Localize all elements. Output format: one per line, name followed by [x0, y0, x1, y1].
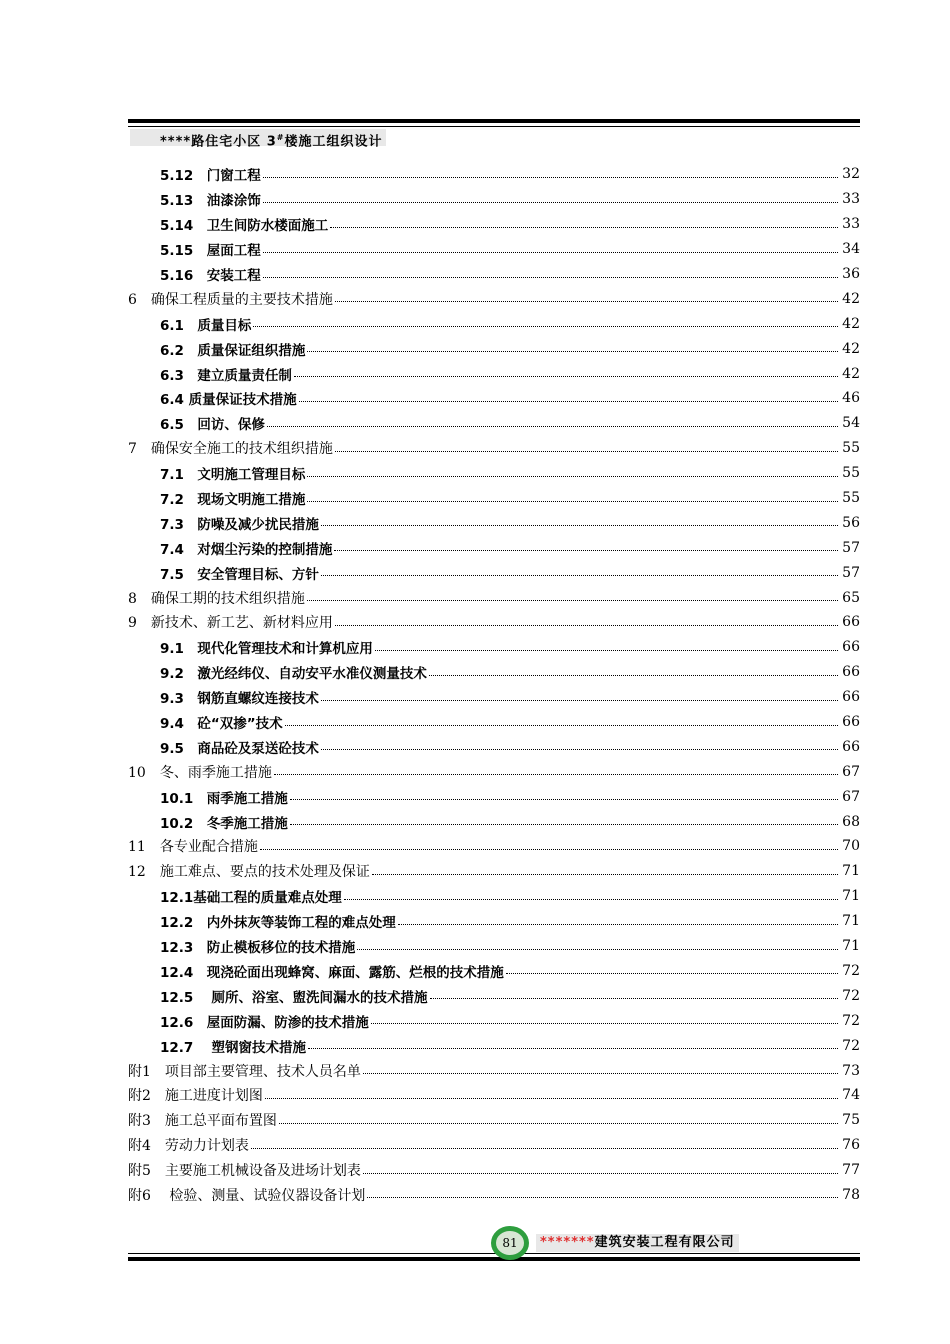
- toc-entry-page: 67: [842, 788, 860, 805]
- toc-leader-dots: [371, 1013, 838, 1024]
- toc-entry-page: 72: [842, 1012, 860, 1029]
- toc-entry[interactable]: [128, 212, 860, 237]
- toc-entry-page: 66: [842, 689, 860, 706]
- table-of-contents: [128, 162, 860, 1207]
- toc-entry-page: 75: [842, 1112, 860, 1129]
- toc-entry[interactable]: [128, 710, 860, 735]
- toc-leader-dots: [274, 764, 838, 775]
- toc-entry-page: 57: [842, 564, 860, 581]
- footer-rule-thick: [128, 1257, 860, 1261]
- toc-entry-page: 74: [842, 1087, 860, 1104]
- toc-entry-label: 5.13 油漆涂饰: [160, 193, 261, 210]
- toc-entry-page: 42: [842, 290, 860, 307]
- toc-entry-page: 76: [842, 1137, 860, 1154]
- toc-entry-page: 55: [842, 490, 860, 507]
- toc-leader-dots: [372, 864, 838, 875]
- toc-entry[interactable]: [128, 461, 860, 486]
- toc-leader-dots: [334, 540, 838, 551]
- toc-entry[interactable]: [128, 361, 860, 386]
- toc-entry-label: 6.3 建立质量责任制: [160, 367, 292, 384]
- toc-entry[interactable]: [128, 262, 860, 287]
- toc-entry-label: 9.3 钢筋直螺纹连接技术: [160, 691, 319, 708]
- header-title-prefix: ****路住宅小区 3: [160, 134, 277, 150]
- toc-entry[interactable]: [128, 784, 860, 809]
- toc-entry[interactable]: [128, 510, 860, 535]
- toc-entry[interactable]: [128, 1158, 860, 1183]
- toc-entry-page: 66: [842, 664, 860, 681]
- toc-entry-label: 6.2 质量保证组织措施: [160, 342, 306, 359]
- toc-leader-dots: [429, 665, 838, 676]
- toc-entry[interactable]: [128, 311, 860, 336]
- toc-entry-page: 32: [842, 166, 860, 183]
- toc-leader-dots: [321, 565, 838, 576]
- toc-leader-dots: [430, 988, 838, 999]
- toc-entry[interactable]: [128, 884, 860, 909]
- toc-entry[interactable]: [128, 286, 860, 311]
- toc-entry[interactable]: [128, 934, 860, 959]
- toc-entry-page: 42: [842, 315, 860, 332]
- toc-leader-dots: [308, 1038, 838, 1049]
- company-name: 建筑安装工程有限公司: [594, 1235, 735, 1250]
- toc-entry-label: 12.1基础工程的质量难点处理: [160, 890, 342, 907]
- toc-entry-label: 6.5 回访、保修: [160, 417, 265, 434]
- toc-entry-label: 12.6 屋面防漏、防渗的技术措施: [160, 1014, 369, 1031]
- toc-leader-dots: [357, 939, 838, 950]
- toc-entry-label: 9.5 商品砼及泵送砼技术: [160, 740, 319, 757]
- toc-leader-dots: [363, 1163, 838, 1174]
- toc-leader-dots: [307, 466, 838, 477]
- toc-entry[interactable]: [128, 610, 860, 635]
- toc-leader-dots: [321, 739, 838, 750]
- toc-entry-page: 57: [842, 539, 860, 556]
- toc-entry-label: 7 确保安全施工的技术组织措施: [128, 441, 333, 458]
- toc-entry[interactable]: [128, 162, 860, 187]
- toc-entry-label: 5.16 安装工程: [160, 268, 261, 284]
- toc-entry-page: 56: [842, 514, 860, 531]
- header-rule-thin: [128, 126, 860, 127]
- toc-entry-page: 42: [842, 340, 860, 357]
- toc-leader-dots: [290, 814, 838, 825]
- document-header-title: [130, 129, 386, 150]
- toc-entry-page: 67: [842, 763, 860, 780]
- toc-entry-page: 71: [842, 913, 860, 930]
- toc-entry-page: 66: [842, 738, 860, 755]
- toc-entry-label: 6.4 质量保证技术措施: [160, 392, 297, 409]
- company-stars: *******: [540, 1235, 595, 1250]
- toc-entry-page: 66: [842, 639, 860, 656]
- toc-entry-label: 7.2 现场文明施工措施: [160, 492, 306, 509]
- toc-entry-label: 12.2 内外抹灰等装饰工程的难点处理: [160, 915, 396, 932]
- toc-entry[interactable]: [128, 660, 860, 685]
- toc-entry[interactable]: [128, 336, 860, 361]
- toc-entry-label: 附3 施工总平面布置图: [128, 1113, 277, 1130]
- toc-entry-label: 5.12 门窗工程: [160, 168, 261, 185]
- toc-entry[interactable]: [128, 635, 860, 660]
- toc-entry-page: 34: [842, 241, 860, 258]
- toc-leader-dots: [375, 640, 838, 651]
- toc-entry[interactable]: [128, 685, 860, 710]
- toc-entry[interactable]: [128, 1008, 860, 1033]
- toc-entry-page: 33: [842, 191, 860, 208]
- toc-entry[interactable]: [128, 237, 860, 262]
- toc-entry[interactable]: [128, 1183, 860, 1208]
- toc-leader-dots: [506, 963, 838, 974]
- toc-entry-page: 66: [842, 614, 860, 631]
- toc-entry-page: 72: [842, 1037, 860, 1054]
- toc-entry[interactable]: [128, 809, 860, 834]
- toc-entry-page: 46: [842, 390, 860, 407]
- toc-entry-label: 6.1 质量目标: [160, 317, 252, 334]
- toc-entry-label: 附6 检验、测量、试验仪器设备计划: [128, 1187, 366, 1204]
- toc-entry[interactable]: [128, 560, 860, 585]
- toc-entry-label: 10.2 冬季施工措施: [160, 815, 288, 832]
- toc-entry-label: 12.7 塑钢窗技术措施: [160, 1039, 307, 1056]
- toc-entry-label: 7.1 文明施工管理目标: [160, 467, 306, 484]
- toc-leader-dots: [251, 1138, 838, 1149]
- toc-entry-page: 78: [842, 1186, 860, 1203]
- toc-entry-label: 5.14 卫生间防水楼面施工: [160, 218, 329, 235]
- toc-entry[interactable]: [128, 411, 860, 436]
- toc-leader-dots: [307, 341, 838, 352]
- toc-entry-label: 附4 劳动力计划表: [128, 1138, 249, 1155]
- toc-entry[interactable]: [128, 585, 860, 610]
- toc-entry-page: 33: [842, 216, 860, 233]
- toc-entry-label: 5.15 屋面工程: [160, 243, 261, 260]
- toc-entry-page: 65: [842, 589, 860, 606]
- toc-entry-page: 36: [842, 266, 860, 282]
- toc-entry-label: 12 施工难点、要点的技术处理及保证: [128, 864, 370, 881]
- toc-entry[interactable]: [128, 1133, 860, 1158]
- toc-leader-dots: [299, 391, 838, 402]
- toc-entry-label: 10 冬、雨季施工措施: [128, 764, 272, 781]
- toc-entry-label: 附5 主要施工机械设备及进场计划表: [128, 1163, 361, 1180]
- header-title-sup: #: [276, 133, 285, 142]
- toc-entry-page: 54: [842, 415, 860, 432]
- toc-entry[interactable]: [128, 959, 860, 984]
- page-number-badge: [491, 1226, 529, 1260]
- toc-entry[interactable]: [128, 834, 860, 859]
- toc-entry-label: 9.2 激光经纬仪、自动安平水准仪测量技术: [160, 666, 427, 683]
- toc-entry-page: 66: [842, 714, 860, 731]
- toc-leader-dots: [267, 416, 838, 427]
- toc-leader-dots: [294, 366, 838, 377]
- toc-leader-dots: [279, 1113, 838, 1124]
- toc-entry[interactable]: [128, 983, 860, 1008]
- toc-leader-dots: [265, 1088, 838, 1099]
- toc-leader-dots: [263, 167, 838, 178]
- toc-leader-dots: [321, 515, 838, 526]
- toc-entry-label: 7.3 防噪及减少扰民措施: [160, 516, 319, 533]
- toc-entry-page: 70: [842, 838, 860, 855]
- toc-leader-dots: [335, 441, 838, 452]
- toc-leader-dots: [307, 491, 838, 502]
- toc-leader-dots: [321, 690, 838, 701]
- toc-entry[interactable]: [128, 759, 860, 784]
- toc-entry-label: 9.4 砼“双掺”技术: [160, 716, 283, 733]
- toc-entry-label: 8 确保工期的技术组织措施: [128, 590, 305, 607]
- toc-entry-page: 71: [842, 938, 860, 955]
- toc-entry-page: 71: [842, 888, 860, 905]
- toc-entry[interactable]: [128, 486, 860, 511]
- page-number: 81: [496, 1231, 524, 1255]
- toc-entry-page: 71: [842, 863, 860, 880]
- toc-entry[interactable]: [128, 734, 860, 759]
- toc-leader-dots: [398, 914, 838, 925]
- toc-entry-label: 附1 项目部主要管理、技术人员名单: [128, 1063, 361, 1080]
- toc-entry[interactable]: [128, 909, 860, 934]
- toc-entry-page: 55: [842, 465, 860, 482]
- toc-entry[interactable]: [128, 436, 860, 461]
- toc-entry-page: 72: [842, 987, 860, 1004]
- toc-entry-label: 9.1 现代化管理技术和计算机应用: [160, 641, 373, 658]
- toc-leader-dots: [285, 715, 838, 726]
- toc-entry-label: 12.4 现浇砼面出现蜂窝、麻面、露筋、烂根的技术措施: [160, 964, 504, 981]
- toc-entry[interactable]: [128, 1033, 860, 1058]
- header-title-suffix: 楼施工组织设计: [284, 134, 383, 150]
- toc-entry-label: 12.3 防止模板移位的技术措施: [160, 940, 356, 957]
- toc-entry-label: 9 新技术、新工艺、新材料应用: [128, 615, 333, 632]
- toc-entry-label: 7.4 对烟尘污染的控制措施: [160, 541, 333, 558]
- toc-entry-label: 10.1 雨季施工措施: [160, 790, 288, 807]
- toc-entry-page: 55: [842, 440, 860, 457]
- toc-entry-label: 附2 施工进度计划图: [128, 1088, 263, 1105]
- toc-entry[interactable]: [128, 1083, 860, 1108]
- toc-leader-dots: [263, 267, 838, 278]
- toc-leader-dots: [263, 242, 838, 253]
- toc-entry-label: 11 各专业配合措施: [128, 839, 258, 856]
- toc-entry[interactable]: [128, 386, 860, 411]
- toc-leader-dots: [307, 590, 838, 601]
- toc-leader-dots: [263, 192, 838, 203]
- toc-leader-dots: [290, 789, 838, 800]
- toc-entry[interactable]: [128, 535, 860, 560]
- toc-entry[interactable]: [128, 1108, 860, 1133]
- toc-entry-label: 12.5 厕所、浴室、盥洗间漏水的技术措施: [160, 989, 428, 1006]
- toc-leader-dots: [363, 1063, 838, 1074]
- toc-entry[interactable]: [128, 187, 860, 212]
- toc-leader-dots: [367, 1187, 838, 1198]
- toc-entry-label: 6 确保工程质量的主要技术措施: [128, 291, 333, 308]
- toc-entry-page: 77: [842, 1162, 860, 1179]
- footer-company-name: [536, 1234, 739, 1252]
- toc-entry-page: 42: [842, 365, 860, 382]
- toc-entry[interactable]: [128, 1058, 860, 1083]
- toc-leader-dots: [344, 889, 838, 900]
- toc-leader-dots: [330, 217, 838, 228]
- toc-entry-page: 73: [842, 1062, 860, 1079]
- toc-leader-dots: [253, 316, 838, 327]
- toc-leader-dots: [335, 291, 838, 302]
- toc-entry[interactable]: [128, 859, 860, 884]
- toc-entry-page: 72: [842, 962, 860, 979]
- toc-entry-page: 68: [842, 813, 860, 830]
- toc-entry-label: 7.5 安全管理目标、方针: [160, 566, 319, 583]
- header-rule-thick: [128, 119, 860, 123]
- toc-leader-dots: [260, 839, 838, 850]
- toc-leader-dots: [335, 615, 838, 626]
